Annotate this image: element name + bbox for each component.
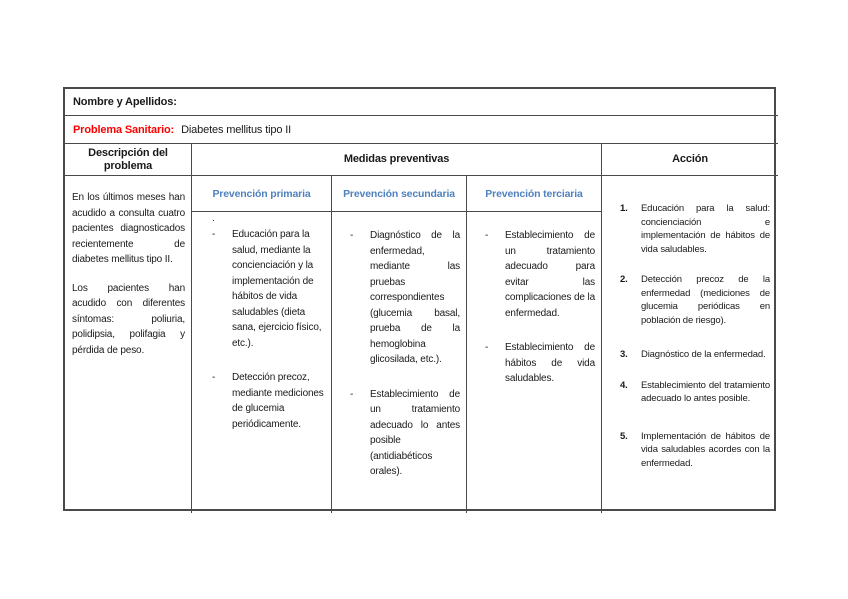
action-list-item (620, 273, 770, 327)
dash-bullet: - (212, 372, 216, 383)
prevention-secondary-list (332, 212, 466, 480)
list-number: 1. (620, 203, 628, 214)
list-item (350, 387, 460, 480)
action-list-item (620, 430, 770, 471)
prevention-secondary-title: Prevención secundaria (332, 176, 466, 212)
description-cell (65, 176, 192, 513)
dash-bullet: - (485, 230, 489, 241)
list-item-text: Diagnóstico de la enfermedad, mediante las pruebas correspondientes (glucemia basal, prueba de la hemoglobina glicosilada, etc.). (370, 230, 460, 365)
prevention-tertiary-list (467, 212, 601, 387)
name-row (65, 89, 778, 116)
action-item-text: Detección precoz de la enfermedad (mediciones de glucemia periódicas en población de riesgo). (641, 274, 770, 326)
prevention-primary-list (192, 212, 331, 432)
problem-label: Problema Sanitario: (73, 123, 175, 136)
dash-bullet: - (350, 230, 354, 241)
action-column-header: Acción (602, 144, 778, 176)
prevention-primary-title: Prevención primaria (192, 176, 331, 212)
problem-row (65, 116, 778, 144)
prevention-primary-column (192, 176, 332, 513)
name-label: Nombre y Apellidos: (73, 96, 177, 108)
list-number: 2. (620, 274, 628, 285)
list-item (212, 370, 325, 432)
action-item-text: Establecimiento del tratamiento adecuado lo antes posible. (641, 379, 770, 404)
list-item-text: Educación para la salud, mediante la concienciación y la implementación de hábitos de vida saludables (dieta sana, ejercicio físico, etc.). (232, 229, 322, 349)
health-problem-table (63, 87, 776, 511)
action-list-item (620, 348, 770, 362)
action-item-text: Diagnóstico de la enfermedad. (641, 349, 766, 360)
action-list-item (620, 379, 770, 406)
dash-bullet: - (212, 229, 216, 240)
list-item (212, 227, 325, 351)
action-item-text: Educación para la salud: concienciación e implementación de hábitos de vida saludables. (641, 203, 770, 255)
list-item (350, 228, 460, 368)
list-item-text: Establecimiento de un tratamiento adecuado lo antes posible (antidiabéticos orales). (370, 388, 460, 477)
dash-bullet: - (350, 388, 354, 400)
prevention-secondary-column (332, 176, 467, 513)
prevention-tertiary-title: Prevención terciaria (467, 176, 601, 212)
description-paragraph-1: En los últimos meses han acudido a consulta cuatro pacientes diagnosticados recientemente de diabetes mellitus tipo II. (72, 192, 185, 265)
stray-period-mark: . (212, 213, 215, 224)
list-number: 5. (620, 430, 628, 442)
description-column-header: Descripción del problema (65, 144, 192, 176)
action-item-text: Implementación de hábitos de vida saludables acordes con la enfermedad. (641, 430, 770, 469)
list-number: 3. (620, 349, 628, 360)
action-cell (602, 176, 778, 513)
dash-bullet: - (485, 342, 489, 353)
list-item-text: Establecimiento de hábitos de vida saludables. (505, 342, 595, 384)
action-list-item (620, 202, 770, 256)
prevention-tertiary-column (467, 176, 602, 513)
list-item-text: Establecimiento de un tratamiento adecuado para evitar las complicaciones de la enfermedad. (505, 230, 595, 319)
list-item-text: Detección precoz, mediante mediciones de glucemia periódicamente. (232, 372, 324, 430)
description-paragraph-2: Los pacientes han acudido con diferentes síntomas: poliuria, polidipsia, polifagia y pérdida de peso. (72, 282, 185, 356)
list-number: 4. (620, 379, 628, 391)
measures-column-header: Medidas preventivas (192, 144, 602, 176)
list-item (485, 340, 595, 387)
list-item (485, 228, 595, 321)
problem-value: Diabetes mellitus tipo II (181, 123, 292, 136)
